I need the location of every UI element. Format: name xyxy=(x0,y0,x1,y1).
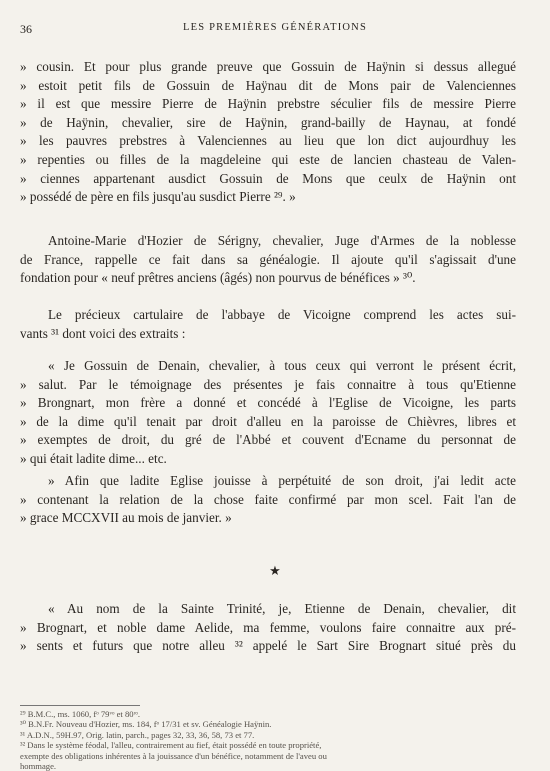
page-number: 36 xyxy=(20,22,32,36)
footnote-rule xyxy=(20,705,140,706)
section-separator-star: ★ xyxy=(269,563,281,578)
text-line: Antoine-Marie d'Hozier de Sérigny, chevalier, Juge d'Armes de la noblesse xyxy=(48,233,516,248)
text-line: de France, rappelle ce fait dans sa généalogie. Il ajoute qu'il s'agissait d'une xyxy=(20,251,516,267)
text-line: » repenties ou filles de la magdeleine qui este de lancien chasteau de Valen- xyxy=(20,151,516,167)
footnote-32-cont: exempte des obligations inhérentes à la jouissance d'un bénéfice, notamment de l'aveu ou xyxy=(20,750,327,761)
footnote-32-end: hommage. xyxy=(20,761,57,771)
text-line: Le précieux cartulaire de l'abbaye de Vicoigne comprend les actes sui- xyxy=(48,307,516,322)
quoted-act-confirmation xyxy=(20,472,516,528)
text-line: vants ³¹ dont voici des extraits : xyxy=(20,325,186,341)
text-line: « Au nom de la Sainte Trinité, je, Etienne de Denain, chevalier, dit xyxy=(48,601,516,616)
text-line: » il est que messire Pierre de Haÿnin prebstre séculier fils de messire Pierre xyxy=(20,96,516,112)
quoted-paragraph-hainin xyxy=(20,58,516,207)
footnotes xyxy=(20,709,516,771)
footnote-29: ²⁹ B.M.C., ms. 1060, fᵒ 79ᵛᵒ et 80ʳᵒ. xyxy=(20,709,141,719)
quoted-act-etienne xyxy=(20,600,516,656)
quoted-act-gossuin xyxy=(20,357,516,469)
text-line: » Afin que ladite Eglise jouisse à perpétuité de son droit, j'ai ledit acte xyxy=(48,473,516,488)
text-line: » de la dime qu'il tenait par droit d'alleu en la paroisse de Chièvres, libres et xyxy=(20,413,516,429)
page-header xyxy=(20,22,530,38)
text-line: » ciennes appartenant ausdict Gossuin de Mons que ceulx de Haÿnin ont xyxy=(20,170,516,186)
text-line: » exemptes de droit, du gré de l'Abbé et couvent d'Ecname du personnat de xyxy=(20,432,516,448)
paragraph-hozier xyxy=(20,232,516,288)
text-line: » de Haÿnin, chevalier, sire de Haÿnin, grand-bailly de Haynau, at fondé xyxy=(20,114,516,130)
text-line: » cousin. Et pour plus grande preuve que Gossuin de Haÿnin si dessus allegué xyxy=(20,59,516,74)
text-line: » estoit petit fils de Gossuin de Haÿnau dit de Mons pair de Valenciennes xyxy=(20,77,516,93)
text-line: » Brognart, et noble dame Aelide, ma femme, voulons faire connaitre aux pré- xyxy=(20,619,516,635)
text-line: » contenant la relation de la chose faite confirmé par mon scel. Fait l'an de xyxy=(20,491,516,507)
text-line: fondation pour « neuf prêtres anciens (âgés) non pourvus de bénéfices » ³⁰. xyxy=(20,270,416,286)
text-line: » sents et futurs que notre alleu ³² appelé le Sart Sire Brognart situé près du xyxy=(20,638,516,654)
text-line: » possédé de père en fils jusqu'au susdict Pierre ²⁹. » xyxy=(20,189,296,205)
running-title: LES PREMIÈRES GÉNÉRATIONS xyxy=(182,22,367,33)
text-line: » les pauvres prebstres à Valenciennes au lieu que lon dict aujourdhuy les xyxy=(20,133,516,149)
paragraph-cartulaire xyxy=(20,306,516,343)
text-line: » Brongnart, mon frère a donné et concédé à l'Eglise de Vicoigne, les parts xyxy=(20,395,516,411)
footnote-30: ³⁰ B.N.Fr. Nouveau d'Hozier, ms. 184, fᵒ 17/31 et sv. Généalogie Haÿnin. xyxy=(20,719,272,730)
text-line: » salut. Par le témoignage des présentes je fais connaitre à tous qu'Etienne xyxy=(20,376,516,392)
footnote-31: ³¹ A.D.N., 59H.97, Orig. latin, parch., pages 32, 33, 36, 58, 73 et 77. xyxy=(20,729,255,740)
footnote-32: ³² Dans le système féodal, l'alleu, contrairement au fief, était possédé en toute propriété, xyxy=(20,740,322,751)
text-line: » grace MCCXVII au mois de janvier. » xyxy=(20,510,232,526)
text-line: » qui était ladite dime... etc. xyxy=(20,450,167,466)
text-line: « Je Gossuin de Denain, chevalier, à tous ceux qui verront le présent écrit, xyxy=(48,358,516,373)
